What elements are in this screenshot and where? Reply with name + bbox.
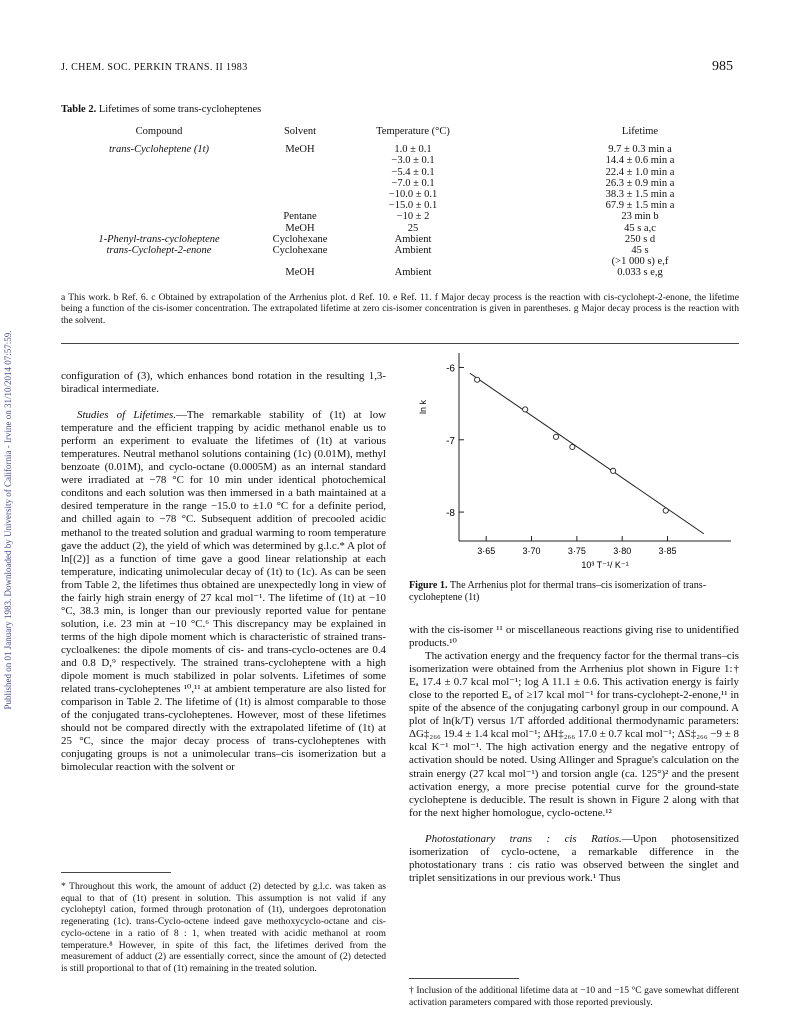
- table-cell: −15.0 ± 0.1: [388, 200, 438, 212]
- table-row: [61, 211, 737, 222]
- table-cell: 38.3 ± 1.5 min a: [605, 189, 675, 201]
- left-footnote: * Throughout this work, the amount of adduct (2) detected by g.l.c. was taken as equal to that of (1t) present in solution. This assumption is not valid if any cycloheptyl cation, formed through protonation of (1t), undergoes deprotonation regenerating (1c). trans-Cyclo-octene indeed gave methoxycyclo-octane and cis-cyclo-octene in a ratio of 8 : 1, when treated with acidic methanol at room temperature.⁸ However, in spite of this fact, the lifetimes derived from the measurement of adduct (2) are essentially correct, since the amount of (2) detected is still proportional to that of (1t) remaining in the treated solution.: [61, 881, 386, 974]
- right-footnote: † Inclusion of the additional lifetime data at −10 and −15 °C gave somewhat different activation parameters compared with those reported previously.: [409, 985, 739, 1008]
- figure-caption-text: The Arrhenius plot for thermal trans–cis isomerization of trans-cycloheptene (1t): [409, 580, 707, 603]
- table-cell: −3.0 ± 0.1: [391, 155, 435, 167]
- figure-caption: [409, 580, 739, 604]
- y-tick-label: -7: [446, 435, 455, 447]
- table-cell: −10 ± 2: [396, 211, 430, 223]
- table-cell: [257, 178, 343, 189]
- x-tick-label: 3·65: [477, 546, 496, 556]
- y-tick-label: -6: [446, 363, 455, 375]
- table-cell: MeOH: [285, 144, 315, 156]
- table-row: [61, 144, 737, 155]
- table-cell: Pentane: [283, 211, 317, 223]
- table-cell: 23 min b: [621, 211, 659, 223]
- download-watermark: [0, 140, 16, 900]
- data-point: [523, 407, 528, 412]
- table-cell: [257, 200, 343, 211]
- data-point: [570, 444, 575, 449]
- table-row: [61, 267, 737, 278]
- x-tick-label: 3·80: [613, 546, 632, 556]
- table-cell: 22.4 ± 1.0 min a: [605, 166, 675, 178]
- table-cell: [61, 211, 257, 222]
- x-tick-label: 3·75: [567, 546, 586, 556]
- table-cell: [257, 256, 343, 267]
- data-point: [475, 377, 480, 382]
- right-column: [409, 624, 739, 885]
- table-cell: trans-Cyclohept-2-enone: [106, 245, 212, 257]
- x-tick-label: 3·70: [522, 546, 541, 556]
- table-row: [61, 167, 737, 178]
- table-header-row: [61, 126, 737, 144]
- table-row: [61, 223, 737, 234]
- page-number: 985: [712, 59, 733, 74]
- table-cell: [61, 155, 257, 166]
- table-cell: 1.0 ± 0.1: [394, 144, 432, 156]
- data-point: [611, 468, 616, 473]
- table-cell: [257, 167, 343, 178]
- paragraph: [61, 409, 386, 774]
- download-watermark-text: Published on 01 January 1983. Downloaded by University of California - Irvine on 31/10/2014 07:57:59.: [3, 330, 13, 710]
- lifetimes-table: [61, 126, 737, 279]
- x-axis-label: 10³ T⁻¹/ K⁻¹: [581, 560, 629, 570]
- table-cell: 250 s d: [624, 233, 656, 245]
- table-cell: [61, 189, 257, 200]
- table-header-cell: Solvent: [283, 126, 317, 137]
- paragraph-text: —The remarkable stability of (1t) at low temperature and the efficient trapping by acidic methanol enable us to perform an experiment to evaluate the lifetimes of (1t) at various temperatures. Neutral methanol solutions containing (1c) (0.01M), methyl benzoate (0.01M), and cyclo-octane (0.0005M) as an internal standard were irradiated at −78 °C for 10 min under identical photochemical conditons and each solution was then immersed in a bath maintained at a desired temperature in the range −15.0 to ±1.0 °C for a definite period, and chilled again to −78 °C. Subsequent addition of precooled acidic methanol to the treated solution and gradual warming to room temperature gave the adduct (2), the yield of which was determined by g.l.c.* A plot of ln[(2)] as a function of time gave a good linear relationship at each temperature, indicating unimolecular decay of (1t) to (1c). As can be seen from Table 2, the lifetimes thus obtained are unexpectedly long in view of the fairly high strain energy of 27 kcal mol⁻¹. The lifetime of (1t) at −10 °C, 38.3 min, is longer than our previously reported value for pentane solution, i.e. 23 min at −10 °C.⁶ This discrepancy may be explained in terms of the high dipole moment which is characteristic of strained trans-cycloalkenes: the dipole moments of cis- and trans-cyclo-octenes are 0.4 and 0.8 D,⁹ respectively. The strained trans-cycloheptene with a high dipole moment is much stabilized in polar solvents. Lifetimes of some related trans-cycloheptenes ¹⁰,¹¹ at ambient temperature are also listed for comparison in Table 2. The lifetime of (1t) is almost comparable to those of the conjugated trans-cycloheptenes. However, most of these lifetimes should not be compared directly with the extrapolated lifetime of (1t) at 25 °C, since the major decay process of trans-cycloheptenes with conjugating groups is not a unimolecular trans–cis isomerization but a bimolecular reaction with the solvent or: [61, 409, 386, 774]
- table-cell: MeOH: [285, 222, 315, 234]
- paragraph-text: —Upon photosensitized isomerization of cyclo-octene, a remarkable difference in the photostationary trans : cis ratio was observed between the singlet and triplet sensitizations in our previous work.¹ Thus: [409, 832, 739, 884]
- table-cell: [61, 200, 257, 211]
- table-header-cell: Temperature (°C): [376, 126, 450, 137]
- paragraph: with the cis-isomer ¹¹ or miscellaneous reactions giving rise to unidentified products.¹⁰: [409, 624, 739, 650]
- table-cell: [343, 256, 483, 267]
- table-row: [61, 189, 737, 200]
- table-cell: Ambient: [394, 233, 432, 245]
- table-cell: 14.4 ± 0.6 min a: [605, 155, 675, 167]
- plot-area: [418, 353, 731, 570]
- table-cell: [61, 223, 257, 234]
- section-title: Studies of Lifetimes.: [77, 409, 176, 422]
- table-cell: 9.7 ± 0.3 min a: [608, 144, 672, 156]
- table-cell: Cyclohexane: [272, 233, 328, 245]
- table-divider-rule: [61, 343, 739, 344]
- table-row: [61, 234, 737, 245]
- table-cell: [257, 155, 343, 166]
- paragraph: [409, 833, 739, 885]
- running-header: J. CHEM. SOC. PERKIN TRANS. II 1983: [61, 62, 248, 73]
- table-caption: [61, 104, 261, 115]
- footnote-rule: [61, 872, 171, 873]
- table-cell: Cyclohexane: [272, 245, 328, 257]
- table-cell: [61, 167, 257, 178]
- paragraph: The activation energy and the frequency factor for the thermal trans–cis isomerization were obtained from the Arrhenius plot shown in Figure 1:† Eₐ 17.4 ± 0.7 kcal mol⁻¹; log A 11.1 ± 0.6. This activation energy is fairly close to the reported Eₐ of ≥17 kcal mol⁻¹ for trans-cyclohept-2-enone,¹¹ in spite of the absence of the conjugating carbonyl group in our compound. A plot of ln(k/T) versus 1/T afforded additional thermodynamic parameters: ΔG‡₂₆₆ 19.4 ± 1.4 kcal mol⁻¹; ΔH‡₂₆₆ 17.0 ± 0.7 kcal mol⁻¹; ΔS‡₂₆₆ −9 ± 8 kcal K⁻¹ mol⁻¹. The high activation energy and the negative entropy of activation should be noted. Using Allinger and Sprague's calculation on the strain energy (27 kcal mol⁻¹) and torsion angle (ca. 125°)² and the present activation energy, a more precise potential curve for the ground-state cycloheptene is deducible. The result is shown in Figure 2 along with that for the next higher homologue, cyclo-octene.¹²: [409, 650, 739, 819]
- table-cell: 26.3 ± 0.9 min a: [605, 177, 675, 189]
- x-tick-label: 3·85: [658, 546, 677, 556]
- left-column: [61, 370, 386, 774]
- table-cell: −5.4 ± 0.1: [391, 166, 435, 178]
- y-axis-label: ln k: [418, 399, 428, 415]
- table-row: [61, 256, 737, 267]
- table-cell: Ambient: [394, 267, 432, 279]
- table-cell: 45 s a,c: [624, 222, 656, 234]
- table-cell: [257, 189, 343, 200]
- table-header-cell: Lifetime: [621, 126, 659, 137]
- table-row: [61, 200, 737, 211]
- table-cell: (>1 000 s) e,f: [611, 256, 669, 268]
- table-row: [61, 155, 737, 166]
- paragraph: configuration of (3), which enhances bond rotation in the resulting 1,3-biradical intermediate.: [61, 370, 386, 396]
- table-cell: −7.0 ± 0.1: [391, 177, 435, 189]
- section-title: Photostationary trans : cis Ratios.: [425, 832, 622, 845]
- table-cell: 25: [407, 222, 419, 234]
- table-footnotes: a This work. b Ref. 6. c Obtained by extrapolation of the Arrhenius plot. d Ref. 10. e Ref. 11. f Major decay process is the reaction with cis-cyclohept-2-enone, the lifetime being a function of the cis-isomer concentration. The extrapolated lifetime at zero cis-isomer concentration is given in parentheses. g Major decay process is the reaction with the solvent.: [61, 292, 739, 326]
- table-header-cell: Compound: [135, 126, 183, 137]
- table-cell: trans-Cycloheptene (1t): [108, 144, 209, 156]
- table-cell: 45 s: [631, 245, 649, 257]
- table-cell: 1-Phenyl-trans-cycloheptene: [98, 233, 220, 245]
- table-caption-label: Table 2.: [61, 104, 97, 115]
- table-cell: 67.9 ± 1.5 min a: [605, 200, 675, 212]
- table-row: [61, 178, 737, 189]
- fit-line: [470, 373, 704, 534]
- table-row: [61, 245, 737, 256]
- y-tick-label: -8: [446, 508, 455, 520]
- table-cell: 0.033 s e,g: [617, 267, 663, 279]
- table-cell: [61, 178, 257, 189]
- table-cell: MeOH: [285, 267, 315, 279]
- table-cell: Ambient: [394, 245, 432, 257]
- footnote-rule: [409, 978, 519, 979]
- table-caption-text: Lifetimes of some trans-cycloheptenes: [96, 104, 262, 115]
- arrhenius-plot: [409, 345, 739, 575]
- data-point: [663, 508, 668, 513]
- table-cell: [61, 267, 257, 278]
- table-cell: [61, 256, 257, 267]
- table-body: [61, 144, 737, 278]
- figure-caption-label: Figure 1.: [409, 580, 448, 591]
- table-cell: −10.0 ± 0.1: [388, 189, 438, 201]
- data-point: [553, 434, 558, 439]
